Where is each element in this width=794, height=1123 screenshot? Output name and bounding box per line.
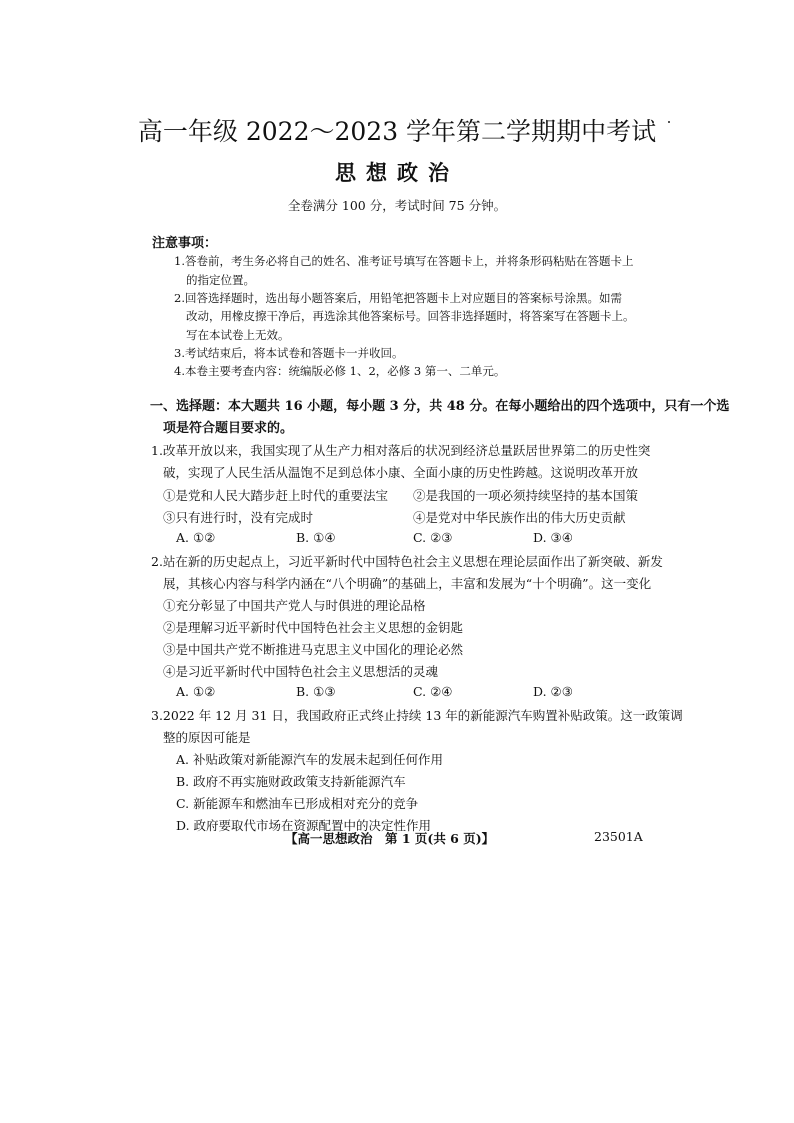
notice-line: 2.回答选择题时，选出每小题答案后，用铅笔把答题卡上对应题目的答案标号涂黑。如需	[174, 291, 622, 305]
section-heading: 项是符合题目要求的。	[163, 421, 294, 436]
question-3-stem: 3.2022 年 12 月 31 日，我国政府正式终止持续 13 年的新能源汽车购置补贴政策。这一政策调	[151, 708, 683, 723]
exam-info: 全卷满分 100 分，考试时间 75 分钟。	[287, 198, 507, 213]
question-2-item: ②是理解习近平新时代中国特色社会主义思想的金钥匙	[163, 620, 464, 635]
question-1-choice-d[interactable]: D. ③④	[533, 530, 573, 545]
question-3-choice-a[interactable]: A. 补贴政策对新能源汽车的发展未起到任何作用	[176, 752, 443, 767]
paper-code: 23501A	[594, 829, 643, 844]
question-3-choice-d[interactable]: D. 政府要取代市场在资源配置中的决定性作用	[176, 818, 432, 833]
question-1-item: ①是党和人民大踏步赶上时代的重要法宝	[163, 488, 389, 503]
notice-line: 1.答卷前，考生务必将自己的姓名、准考证号填写在答题卡上，并将条形码粘贴在答题卡上	[174, 254, 634, 268]
question-1-item: ②是我国的一项必须持续坚持的基本国策	[413, 488, 639, 503]
question-1-choice-a[interactable]: A. ①②	[176, 530, 216, 545]
scan-speck	[668, 121, 670, 123]
question-1-choice-b[interactable]: B. ①④	[296, 530, 336, 545]
question-2-item: ④是习近平新时代中国特色社会主义思想活的灵魂	[163, 664, 439, 679]
question-1-stem: 1.改革开放以来，我国实现了从生产力相对落后的状况到经济总量跃居世界第二的历史性突	[151, 443, 651, 458]
question-1-item: ④是党对中华民族作出的伟大历史贡献	[413, 510, 626, 525]
question-3-stem: 整的原因可能是	[163, 730, 251, 745]
notice-line: 的指定位置。	[186, 273, 255, 287]
notice-line: 写在本试卷上无效。	[186, 328, 290, 342]
question-2-choice-d[interactable]: D. ②③	[533, 684, 573, 699]
question-1-choice-c[interactable]: C. ②③	[413, 530, 453, 545]
question-3-choice-b[interactable]: B. 政府不再实施财政政策支持新能源汽车	[176, 774, 406, 789]
question-2-choice-a[interactable]: A. ①②	[176, 684, 216, 699]
question-2-choice-b[interactable]: B. ①③	[296, 684, 336, 699]
notice-line: 4.本卷主要考查内容：统编版必修 1、2，必修 3 第一、二单元。	[174, 364, 506, 378]
question-2-stem: 展，其核心内容与科学内涵在“八个明确”的基础上，丰富和发展为“十个明确”。这一变化	[163, 576, 652, 591]
question-2-choice-c[interactable]: C. ②④	[413, 684, 453, 699]
section-heading: 一、选择题：本大题共 16 小题，每小题 3 分，共 48 分。在每小题给出的四个选项中，只有一个选	[150, 399, 730, 414]
page-footer: 【高一思想政治 第 1 页(共 6 页)】	[285, 831, 495, 846]
question-2-item: ③是中国共产党不断推进马克思主义中国化的理论必然	[163, 642, 464, 657]
question-2-item: ①充分彰显了中国共产党人与时俱进的理论品格	[163, 598, 426, 613]
notice-heading: 注意事项：	[152, 236, 218, 251]
notice-line: 改动，用橡皮擦干净后，再选涂其他答案标号。回答非选择题时，将答案写在答题卡上。	[186, 309, 635, 323]
subject-title: 思想政治	[335, 160, 459, 185]
question-2-stem: 2.站在新的历史起点上，习近平新时代中国特色社会主义思想在理论层面作出了新突破、新发	[151, 554, 663, 569]
exam-title: 高一年级 2022～2023 学年第二学期期中考试	[137, 117, 657, 146]
question-3-choice-c[interactable]: C. 新能源车和燃油车已形成相对充分的竞争	[176, 796, 419, 811]
notice-line: 3.考试结束后，将本试卷和答题卡一并收回。	[174, 346, 404, 360]
question-1-item: ③只有进行时，没有完成时	[163, 510, 314, 525]
question-1-stem: 破，实现了人民生活从温饱不足到总体小康、全面小康的历史性跨越。这说明改革开放	[163, 465, 639, 480]
